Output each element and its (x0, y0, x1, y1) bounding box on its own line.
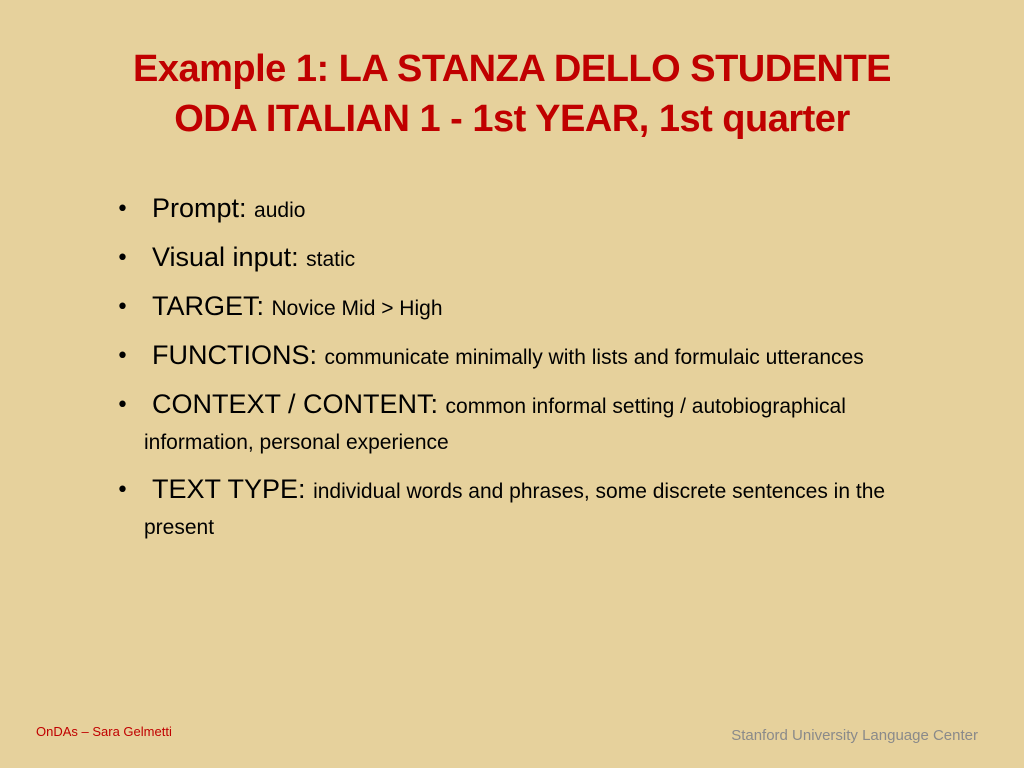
bullet-dot-icon: • (116, 478, 129, 503)
title-line-2: ODA ITALIAN 1 - 1st YEAR, 1st quarter (174, 98, 850, 140)
bullet-label: Prompt: (152, 193, 255, 223)
bullet-label: TARGET: (152, 291, 272, 321)
bullet-dot-icon: • (116, 295, 129, 320)
bullet-label: CONTEXT / CONTENT: (152, 389, 446, 419)
bullet-list (116, 190, 916, 556)
bullet-detail: common informal setting / autobiographical information, personal experience (144, 395, 846, 454)
bullet-dot-icon: • (116, 344, 129, 369)
footer-institution: Stanford University Language Center (731, 727, 978, 744)
bullet-dot-icon: • (116, 197, 129, 222)
footer-author: OnDAs – Sara Gelmetti (36, 724, 172, 739)
slide-title (40, 44, 984, 144)
bullet-prompt (116, 190, 916, 229)
bullet-context-content (116, 386, 916, 461)
bullet-text-type (116, 471, 916, 546)
bullet-dot-icon: • (116, 393, 129, 418)
bullet-detail: Novice Mid > High (271, 297, 443, 320)
title-line-1: Example 1: LA STANZA DELLO STUDENTE (132, 48, 892, 90)
bullet-label: FUNCTIONS: (152, 340, 325, 370)
bullet-target (116, 288, 916, 327)
bullet-label: Visual input: (152, 242, 307, 272)
bullet-detail: communicate minimally with lists and formulaic utterances (324, 346, 864, 369)
bullet-visual-input (116, 239, 916, 278)
bullet-detail: static (306, 248, 356, 271)
bullet-dot-icon: • (116, 246, 129, 271)
bullet-detail: audio (254, 199, 306, 222)
bullet-label: TEXT TYPE: (152, 474, 314, 504)
bullet-functions (116, 337, 916, 376)
bullet-detail: individual words and phrases, some discrete sentences in the present (144, 480, 886, 539)
